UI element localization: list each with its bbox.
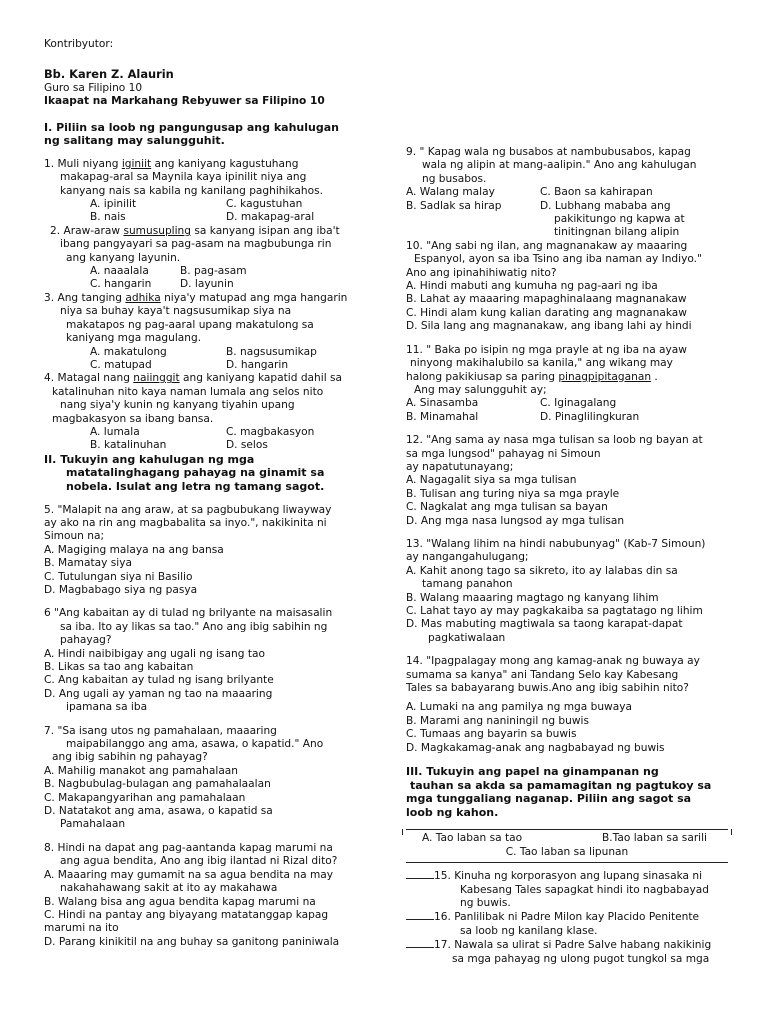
left-column xyxy=(44,38,362,949)
right-column xyxy=(406,146,728,966)
answer-blank[interactable] xyxy=(406,938,434,948)
underlined-word: naiinggit xyxy=(133,372,180,385)
question-3: 3. Ang tanging adhika niya'y matupad ang mga hangarin niya sa buhay kaya't nagsusumikap siya na makatapos ng pag-aaral upang makatulong sa kaniyang mga magulang. A. makatulong B. nagsusumikap C. matupad D. hangarin xyxy=(44,292,362,372)
author-position: Guro sa Filipino 10 xyxy=(44,81,143,94)
underlined-word: adhika xyxy=(125,291,161,304)
question-2: 2. Araw-araw sumusupling sa kanyang isipan ang iba't ibang pangyayari sa pag-asam na magbubunga rin ang kanyang layunin. A. naaalala B. pag-asam C. hangarin D. layunin xyxy=(44,225,362,292)
choices: A. Walang malay C. Baon sa kahirapan B. Sadlak sa hirap D. Lubhang mababa ang pakikitungo ng kapwa at tinitingnan bilang alipin xyxy=(406,186,685,239)
answer-blank[interactable] xyxy=(406,869,434,879)
choices: A. ipinilit C. kagustuhan B. nais D. makapag-aral xyxy=(90,198,315,224)
question-6: 6 "Ang kabaitan ay di tulad ng brilyante na maisasalin sa iba. Ito ay likas sa tao." Ano ang ibig sabihin ng pahayag? A. Hindi naibibigay ang ugali ng isang tao B. Likas sa tao ang kabaitan C. Ang kabaitan ay tulad ng isang brilyante D. Ang ugali ay yaman ng tao na maaaring ipamana sa iba xyxy=(44,607,333,714)
question-4: 4. Matagal nang naiinggit ang kaniyang kapatid dahil sa katalinuhan nito kaya naman lumala ang selos nito nang siya'y kunin ng kanyang tiyahin upang magbakasyon sa ibang bansa. A. lumala C. magbakasyon B. katalinuhan D. selos xyxy=(44,372,362,452)
question-8: 8. Hindi na dapat ang pag-aantanda kapag marumi na ang agua bendita, Ano ang ibig ilantad ni Rizal dito? A. Maaaring may gumamit na sa agua bendita na may nakahahawang sakit at ito ay makahawa B. Walang bisa ang agua bendita kapag marumi na C. Hindi na pantay ang biyayang matatanggap kapag marumi na ito D. Parang kinikitil na ang buhay sa ganitong paniniwala xyxy=(44,841,340,948)
question-12: 12. "Ang sama ay nasa mga tulisan sa loob ng bayan at sa mga lungsod" pahayag ni Simoun ay napatutunayang; A. Nagagalit siya sa mga tulisan B. Tulisan ang turing niya sa mga prayle C. Nagkalat ang mga tulisan sa bayan D. Ang mga nasa lungsod ay mga tulisan xyxy=(406,434,703,527)
answer-choices-box: A. Tao laban sa tao B.Tao laban sa sarili C. Tao laban sa lipunan xyxy=(406,829,728,863)
question-15: 15. Kinuha ng korporasyon ang lupang sinasaka ni Kabesang Tales sapagkat hindi ito nagbabayad ng buwis. xyxy=(406,869,728,910)
question-5: 5. "Malapit na ang araw, at sa pagbubukang liwayway ay ako na rin ang magbabalita sa inyo.", nakikinita ni Simoun na; A. Magiging malaya na ang bansa B. Mamatay siya C. Tutulungan siya ni Basilio D. Magbabago siya ng pasya xyxy=(44,503,332,596)
question-11: 11. " Baka po isipin ng mga prayle at ng iba na ayaw ninyong makihalubilo sa kanila," ang wikang may halong pakikiusap sa paring pinagpipitaganan . Ang may salungguhit ay; A. Sinasamba C. Iginagalang B. Minamahal D. Pinaglilingkuran xyxy=(406,344,728,424)
author-name: Bb. Karen Z. Alaurin xyxy=(44,67,174,82)
question-7: 7. "Sa isang utos ng pamahalaan, maaaring maipabilanggo ang ama, asawa, o kapatid." Ano ang ibig sabihin ng pahayag? A. Mahilig manakot ang pamahalaan B. Nagbubulag-bulagan ang pamahalaalan C. Makapangyarihan ang pamahalaan D. Natatakot ang ama, asawa, o kapatid sa Pamahalaan xyxy=(44,724,324,831)
question-14: 14. "Ipagpalagay mong ang kamag-anak ng buwaya ay sumama sa kanya" ani Tandang Selo kay Kabesang Tales sa babayarang buwis.Ano ang ibig sabihin nito? A. Lumaki na ang pamilya ng mga buwaya B. Marami ang naniningil ng buwis C. Tumaas ang bayarin sa buwis D. Magkakamag-anak ang nagbabayad ng buwis xyxy=(406,655,700,754)
question-13: 13. "Walang lihim na hindi nabubunyag" (Kab-7 Simoun) ay nangangahulugang; A. Kahit anong tago sa sikreto, ito ay lalabas din sa tamang panahon B. Walang maaaring magtago ng kanyang lihim C. Lahat tayo ay may pagkakaiba sa pagtatago ng lihim D. Mas mabuting magtiwala sa taong karapat-dapat pagkatiwalaan xyxy=(406,537,706,644)
section-2-title: II. Tukuyin ang kahulugan ng mga matatalinghagang pahayag na ginamit sa nobela. Isulat ang letra ng tamang sagot. xyxy=(44,452,325,493)
question-1: 1. Muli niyang iginiit ang kaniyang kagustuhang makapag-aral sa Maynila kaya ipinilit niya ang kanyang nais sa kabila ng kanilang paghihikahos. A. ipinilit C. kagustuhan B. nais D. makapag-aral xyxy=(44,158,362,225)
underlined-word: pinagpipitaganan xyxy=(558,370,652,383)
question-9: 9. " Kapag wala ng busabos at nambubusabos, kapag wala ng alipin at mang-aalipin." Ano ang kahulugan ng busabos. A. Walang malay C. Baon sa kahirapan B. Sadlak sa hirap D. Lubhang mababa ang pakikitungo ng kapwa at tinitingnan bilang alipin xyxy=(406,146,728,240)
choices: A. lumala C. magbakasyon B. katalinuhan D. selos xyxy=(90,425,315,452)
answer-blank[interactable] xyxy=(406,910,434,920)
choices: A. Sinasamba C. Iginagalang B. Minamahal D. Pinaglilingkuran xyxy=(406,397,640,423)
underlined-word: iginiit xyxy=(121,157,152,170)
contributor-label: Kontribyutor: xyxy=(44,38,114,50)
question-10: 10. "Ang sabi ng ilan, ang magnanakaw ay maaaring Espanyol, ayon sa iba Tsino ang iba naman ay Indiyo." Ano ang ipinahihiwatig nito? A. Hindi mabuti ang kumuha ng pag-aari ng iba B. Lahat ay maaaring mapaghinalaang magnanakaw C. Hindi alam kung kalian darating ang magnanakaw D. Sila lang ang magnanakaw, ang ibang lahi ay hindi xyxy=(406,239,702,333)
section-1-title: I. Piliin sa loob ng pangungusap ang kahulugan ng salitang may salungguhit. xyxy=(44,120,339,148)
question-17: 17. Nawala sa ulirat si Padre Salve habang nakikinig sa mga pahayag ng ulong pugot tungkol sa mga xyxy=(406,938,728,966)
question-16: 16. Panlilibak ni Padre Milon kay Placido Penitente sa loob ng kanilang klase. xyxy=(406,910,728,938)
section-3-title: III. Tukuyin ang papel na ginampanan ng tauhan sa akda sa pamamagitan ng pagtukoy sa mga tunggaliang naganap. Piliin ang sagot sa loob ng kahon. xyxy=(406,765,712,819)
document-title: Ikaapat na Markahang Rebyuwer sa Filipino 10 xyxy=(44,95,325,108)
choices: A. makatulong B. nagsusumikap C. matupad D. hangarin xyxy=(90,345,317,371)
choices: A. naaalala B. pag-asam C. hangarin D. layunin xyxy=(90,265,247,291)
underlined-word: sumusupling xyxy=(123,224,191,237)
